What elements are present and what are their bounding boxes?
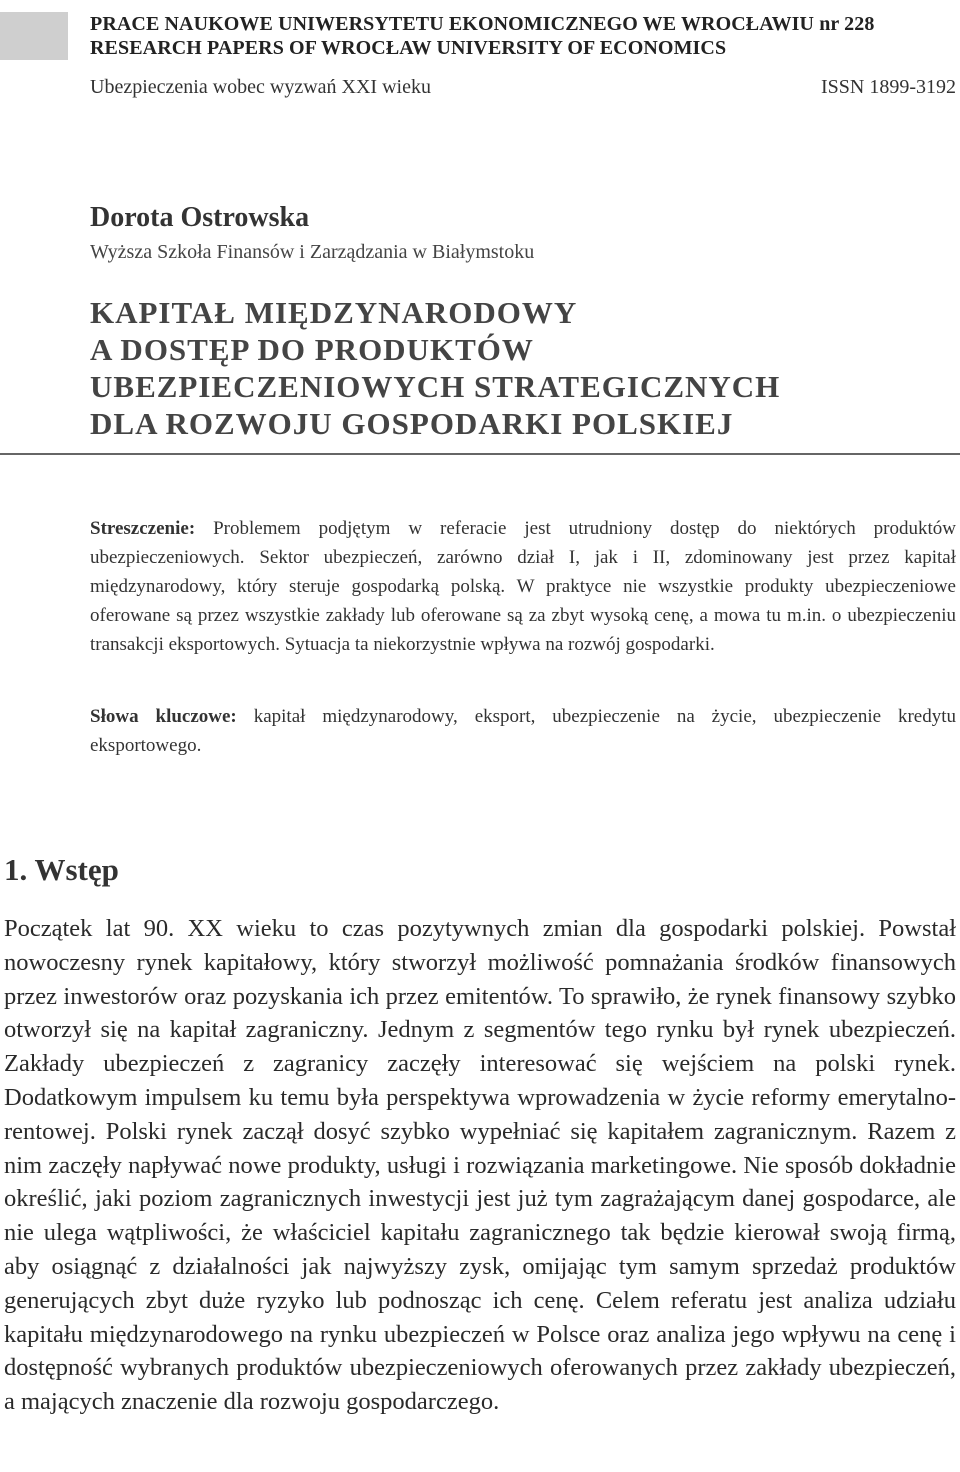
title-line: UBEZPIECZENIOWYCH STRATEGICZNYCH (90, 369, 781, 404)
journal-name-en: RESEARCH PAPERS OF WROCŁAW UNIVERSITY OF ECONOMICS (90, 37, 727, 59)
keywords-text: kapitał międzynarodowy, eksport, ubezpieczenie na życie, ubezpieczenie kredytu eksportowego. (90, 706, 957, 756)
section-body: Początek lat 90. XX wieku to czas pozytywnych zmian dla gospodarki polskiej. Powstał nowoczesny rynek kapitałowy, który stworzył możliwość pomnażania środków finansowych przez inwestorów oraz pozyskania ich przez emitentów. To sprawiło, że rynek finansowy szybko otworzył się na kapitał zagraniczny. Jednym z segmentów tego rynku był rynek ubezpieczeń. Zakłady ubezpieczeń z zagranicy zaczęły interesować się wejściem na polski rynek. Dodatkowym impulsem ku temu była perspektywa wprowadzenia w życie reformy emerytalno-rentowej. Polski rynek zaczął dosyć szybko wypełniać się kapitałem zagranicznym. Razem z nim zaczęły napływać nowe produkty, usługi i rozwiązania marketingowe. Nie sposób dokładnie określić, jaki poziom zagranicznych inwestycji jest już tym zagrażającym danej gospodarce, ale nie ulega wątpliwości, że właściciel kapitału zagranicznego tak będzie kierował swoją firmą, aby osiągnąć z działalności jak najwyższy zysk, omijając tym samym sprzedaż produktów generujących zbyt duże ryzyko lub podnosząc ich cenę. Celem referatu jest analiza udziału kapitału międzynarodowego na rynku ubezpieczeń w Polsce oraz analiza jego wpływu na cenę i dostępność wybranych produktów ubezpieczeniowych oferowanych przez zakłady ubezpieczeń, a mających znaczenie dla rozwoju gospodarczego. (4, 915, 956, 1416)
issn: ISSN 1899-3192 (820, 76, 956, 98)
series-row (90, 74, 956, 100)
paper-title (90, 294, 780, 442)
abstract (90, 514, 956, 659)
header-corner-box (0, 12, 68, 60)
keywords (90, 702, 956, 760)
abstract-label: Streszczenie: (90, 518, 214, 539)
journal-name-pl: PRACE NAUKOWE UNIWERSYTETU EKONOMICZNEGO WE WROCŁAWIU nr 228 (90, 13, 875, 35)
keywords-label: Słowa kluczowe: (90, 706, 254, 727)
journal-header (90, 12, 956, 100)
author-name: Dorota Ostrowska (90, 202, 310, 233)
title-divider (0, 453, 960, 455)
section-heading: 1. Wstęp (4, 852, 119, 887)
author-affiliation: Wyższa Szkoła Finansów i Zarządzania w Białymstoku (90, 241, 535, 263)
volume-title: Ubezpieczenia wobec wyzwań XXI wieku (90, 76, 431, 98)
title-line: KAPITAŁ MIĘDZYNARODOWY (90, 295, 578, 330)
title-line: A DOSTĘP DO PRODUKTÓW (90, 332, 534, 367)
abstract-text: Problemem podjętym w referacie jest utrudniony dostęp do niektórych produktów ubezpieczeniowych. Sektor ubezpieczeń, zarówno dział I, jak i II, zdominowany jest przez kapitał międzynarodowy, który steruje gospodarką polską. W praktyce nie wszystkie produkty ubezpieczeniowe oferowane są przez wszystkie zakłady lub oferowane są za zbyt wysoką cenę, a mowa tu m.in. o ubezpieczeniu transakcji eksportowych. Sytuacja ta niekorzystnie wpływa na rozwój gospodarki. (90, 518, 956, 655)
title-line: DLA ROZWOJU GOSPODARKI POLSKIEJ (90, 406, 734, 441)
